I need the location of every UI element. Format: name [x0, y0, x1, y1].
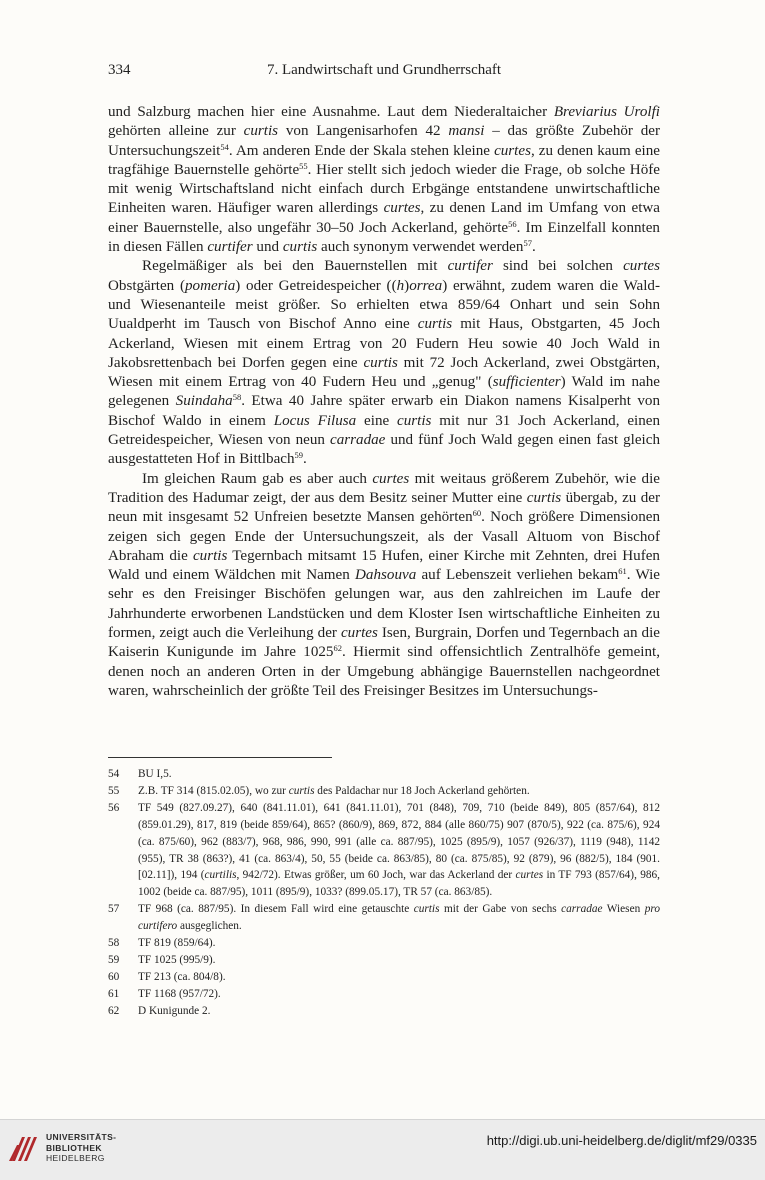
text-run: in TF 793 (857/64), 986, 1002 (beide ca. 887/95), 1011 (895/9), 1033? (899.05.17), TR 57 (ca. 863/85).: [138, 869, 660, 899]
italic-term: curtifer: [447, 258, 493, 275]
footnote-number: 54: [108, 768, 120, 780]
text-run: und: [252, 239, 283, 256]
italic-term: curtis: [397, 412, 432, 429]
text-run: und fünf Joch Wald gegen einen fast gleich ausgestatteten Hof in Bittlbach: [108, 432, 660, 468]
paragraph: [108, 470, 660, 702]
footnote-divider: [108, 757, 332, 758]
body-text: [108, 103, 660, 701]
text-run: TF 819 (859/64).: [138, 937, 216, 950]
text-run: eine: [356, 412, 398, 429]
paragraph: [108, 257, 660, 469]
footnote-text: [138, 901, 660, 935]
library-logo-icon[interactable]: [8, 1131, 40, 1163]
footer-bar: [0, 1119, 765, 1180]
footnote-number: 60: [108, 970, 120, 983]
footnotes: [108, 766, 660, 1020]
text-run: ): [404, 277, 410, 294]
footnote: [108, 901, 660, 935]
footnote: [108, 1003, 660, 1020]
text-run: . Wie sehr es den Freisinger Bischöfen gelungen war, aus den zahlreichen im Laufe der Jahrhunderte erworbenen Landstücken und dem Kloster Isen wirtschaftliche Einheiten zu formen, zeigt auch die Verleihung der: [108, 567, 661, 642]
text-run: ausgeglichen.: [177, 920, 242, 933]
text-run: ) Wald im nahe gelegenen: [108, 374, 660, 410]
text-run: mit der Gabe von sechs: [439, 903, 562, 916]
footnote-number: 57: [108, 903, 120, 916]
footnote-text: [138, 986, 660, 1003]
footnote: [108, 969, 660, 986]
text-run: .: [531, 239, 536, 256]
text-run: Regelmäßiger als bei den Bauernstellen mit: [142, 258, 448, 275]
text-run: TF 549 (827.09.27), 640 (841.11.01), 641 (841.11.01), 701 (848), 709, 710 (beide 849), 805 (857/64), 812 (859.01.29), 817, 819 (beide 859/64), 865? (860/9), 869, 872, 884 (alle 860/75) 907 (870/5), 922 (ca. 875/6), 924 (ca. 875/60), 962 (883/7), 968, 986, 990, 991 (alle ca. 887/95), 1025 (895/9), 1057 (926/37), 1119 (948), 1142 (955), TR 38 (863?), 41 (ca. 863/4), 50, 55 (beide ca. 863/85), 80 (ca. 875/85), 92 (879), 96 (882/5), 184 (901.[02.11]), 194 (: [138, 801, 660, 882]
italic-term: Locus Filusa: [273, 412, 357, 429]
footnote-number: 58: [108, 937, 120, 950]
italic-term: pro curtifero: [138, 903, 660, 933]
text-run: ) oder Getreidespeicher ((: [235, 277, 397, 294]
footnote-ref: 57: [523, 238, 532, 249]
page-number: 334: [108, 62, 131, 78]
text-run: . Hier stellt sich jedoch wieder die Frage, ob solche Höfe mit wenig Wirtschaftsland nicht einfach durch Erbgänge entstandene unwirtschaftliche Einheiten waren. Häufiger waren allerdings: [108, 161, 660, 217]
text-run: mit Haus, Obstgarten, 45 Joch Ackerland, Wiesen mit einem Ertrag von 20 Fudern Heu sowie 40 Joch Wald in Jakobsrettenbach bei Dorfen gegen eine: [108, 316, 660, 371]
text-run: .: [303, 451, 307, 468]
footnote-text: [138, 952, 660, 969]
italic-term: h: [396, 277, 405, 294]
footnote-number: 56: [108, 801, 120, 814]
text-run: , zu denen kaum eine tragfähige Bauernstelle gehörte: [108, 142, 660, 178]
italic-term: Suindaha: [175, 393, 233, 410]
text-run: . Am anderen Ende der Skala stehen kleine: [228, 142, 495, 159]
footnote: [108, 935, 660, 952]
footnote-text: [138, 783, 660, 800]
text-run: TF 968 (ca. 887/95). In diesem Fall wird eine getauschte: [138, 903, 414, 916]
italic-term: curtis: [282, 239, 318, 256]
text-run: Isen, Burgrain, Dorfen und Tegernbach an die Kaiserin Kunigunde im Jahre 1025: [108, 625, 660, 661]
text-run: Z.B. TF 314 (815.02.05), wo zur: [138, 784, 289, 797]
footnote-number: 55: [108, 784, 120, 797]
text-run: TF 1168 (957/72).: [138, 987, 221, 1000]
italic-term: sufficienter: [492, 374, 561, 391]
italic-term: curtis: [243, 123, 279, 140]
italic-term: mansi: [448, 123, 485, 140]
text-run: von Langenisarhofen 42: [278, 123, 449, 140]
logo-line-2: BIBLIOTHEK: [46, 1142, 102, 1153]
italic-term: Dahsouva: [355, 567, 417, 584]
footnote: [108, 766, 660, 783]
italic-term: curtifer: [207, 239, 253, 256]
italic-term: curtes: [340, 625, 378, 642]
footnote: [108, 800, 660, 901]
text-run: mit 72 Joch Ackerland, zwei Obstgärten, Wiesen mit einem Ertrag von 40 Fudern Heu und „genug" (: [108, 354, 660, 391]
text-run: sind bei solchen: [492, 258, 624, 275]
footnote-text: [138, 800, 660, 901]
footnote-ref: 56: [508, 218, 517, 229]
footnote-ref: 61: [618, 566, 627, 577]
italic-term: carradae: [561, 903, 603, 916]
footnote: [108, 952, 660, 969]
permalink-url[interactable]: http://digi.ub.uni-heidelberg.de/diglit/mf29/0335: [486, 1133, 757, 1148]
footnote-number: 59: [108, 953, 120, 966]
text-run: ) erwähnt, zudem waren die Wald- und Wiesenanteile meist größer. So erhielten etwa 859/64 Onhart und sein Sohn Uualdperht im Tausch von Bischof Anno eine: [108, 277, 660, 333]
italic-term: curtes: [383, 200, 421, 217]
text-run: und Salzburg machen hier eine Ausnahme. Laut dem Niederaltaicher: [108, 104, 554, 120]
footnote-ref: 59: [294, 450, 304, 461]
italic-term: curtis: [363, 354, 398, 371]
footnote-ref: 58: [232, 392, 242, 403]
text-run: TF 213 (ca. 804/8).: [138, 970, 226, 983]
footnote-text: [138, 766, 660, 783]
italic-term: Breviarius Urolfi: [553, 104, 660, 120]
text-run: – das größte Zubehör der Untersuchungszeit: [108, 123, 661, 159]
text-run: Im gleichen Raum gab es aber auch: [142, 470, 373, 487]
italic-term: curtes: [372, 470, 410, 487]
italic-term: carradae: [330, 432, 386, 449]
text-run: des Paldachar nur 18 Joch Ackerland gehörten.: [314, 784, 530, 797]
italic-term: curtes: [515, 869, 544, 882]
footnote-number: 62: [108, 1004, 120, 1017]
footnote-number: 61: [108, 987, 120, 1000]
italic-term: curtis: [526, 489, 562, 506]
footnote-ref: 55: [299, 160, 308, 171]
text-run: Tegernbach mitsamt 15 Hufen, einer Kirche mit Zehnten, drei Hufen Wald und einem Wäldchen mit Namen: [108, 547, 660, 584]
italic-term: curtis: [192, 547, 228, 564]
text-run: . Hiermit sind offensichtlich Zentralhöfe gemeint, denen noch an anderen Orten in der Umgebung abhängige Bauernstellen nachgeordnet waren, wahrscheinlich der größte Teil des Freisinger Besitzes im Untersuchungs-: [108, 644, 660, 699]
footnote-text: [138, 969, 660, 986]
footnote-ref: 62: [333, 643, 342, 654]
text-run: Obstgärten (: [108, 277, 185, 294]
footnote-text: [138, 1003, 660, 1020]
text-run: übergab, zu der neun mit insgesamt 52 Unfreien besetzte Mansen gehörten: [108, 489, 660, 526]
italic-term: curtes: [494, 142, 531, 159]
paragraph: [108, 103, 660, 257]
footnote: [108, 783, 660, 800]
italic-term: pomeria: [184, 277, 236, 294]
text-run: . Im Einzelfall konnten in diesen Fällen: [108, 219, 660, 256]
italic-term: curtis: [288, 784, 315, 797]
footnote-ref: 60: [472, 508, 482, 519]
logo-line-3: HEIDELBERG: [46, 1153, 105, 1163]
text-run: auch synonym verwendet werden: [317, 239, 524, 256]
text-run: . Etwa 40 Jahre später erwarb ein Diakon namens Kisalperht von Bischof Waldo in einem: [108, 393, 660, 429]
text-run: . Noch größere Dimensionen zeigen sich gegen Ende der Untersuchungszeit, als der Vasall Altuom von Bischof Abraham die: [108, 509, 660, 564]
text-run: gehörten alleine zur: [108, 123, 244, 140]
footnote-text: [138, 935, 660, 952]
italic-term: curtes: [623, 258, 660, 275]
text-run: BU I,5.: [138, 768, 172, 780]
text-run: auf Lebenszeit verliehen bekam: [416, 567, 619, 584]
logo-line-1: UNIVERSITÄTS-: [46, 1132, 117, 1142]
text-run: Wiesen: [602, 903, 645, 916]
library-logo-text: [46, 1132, 116, 1164]
footnote: [108, 986, 660, 1003]
text-run: , zu denen Land im Umfang von etwa einer Bauernstelle, also ungefähr 30–50 Joch Ackerland, gehörte: [108, 200, 660, 236]
text-run: , 942/72). Etwas größer, um 60 Joch, war das Ackerland der: [236, 869, 516, 882]
italic-term: curtis: [413, 903, 440, 916]
running-title: 7. Landwirtschaft und Grundherrschaft: [266, 62, 502, 78]
italic-term: curtilis: [204, 869, 237, 882]
italic-term: orrea: [409, 277, 443, 294]
text-run: D Kunigunde 2.: [138, 1004, 211, 1017]
italic-term: curtis: [417, 316, 453, 333]
text-run: TF 1025 (995/9).: [138, 953, 216, 966]
page-header: [108, 62, 660, 82]
footnote-ref: 54: [220, 141, 229, 152]
text-run: mit weitaus größerem Zubehör, wie die Tradition des Hadumar zeigt, der aus dem Besitz seiner Mutter eine: [108, 470, 660, 506]
text-run: mit nur 31 Joch Ackerland, einen Getreidespeicher, Wiesen von neun: [108, 412, 661, 449]
